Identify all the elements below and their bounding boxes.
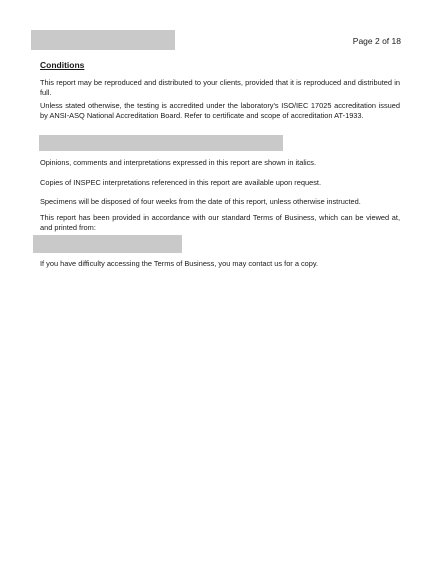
conditions-heading: Conditions bbox=[40, 60, 85, 70]
paragraph-contact: If you have difficulty accessing the Terms of Business, you may contact us for a copy. bbox=[40, 259, 319, 268]
paragraph-reproduction: This report may be reproduced and distributed to your clients, provided that it is reproduced and distributed in full. bbox=[40, 78, 400, 97]
paragraph-accreditation: Unless stated otherwise, the testing is accredited under the laboratory's ISO/IEC 17025 accreditation issued by ANSI-ASQ National Accreditation Board. Refer to certificate and scope of accreditation AT-1933. bbox=[40, 101, 400, 120]
redacted-text-block bbox=[39, 135, 283, 151]
redacted-header-block bbox=[31, 30, 175, 50]
paragraph-terms-of-business: This report has been provided in accordance with our standard Terms of Business, which can be viewed at, and printed from: bbox=[40, 213, 400, 232]
paragraph-specimens: Specimens will be disposed of four weeks from the date of this report, unless otherwise instructed. bbox=[40, 197, 361, 206]
redacted-url-block bbox=[33, 235, 182, 253]
paragraph-opinions: Opinions, comments and interpretations expressed in this report are shown in italics. bbox=[40, 158, 317, 167]
page-number: Page 2 of 18 bbox=[352, 36, 401, 46]
paragraph-interpretations: Copies of INSPEC interpretations referenced in this report are available upon request. bbox=[40, 178, 321, 187]
